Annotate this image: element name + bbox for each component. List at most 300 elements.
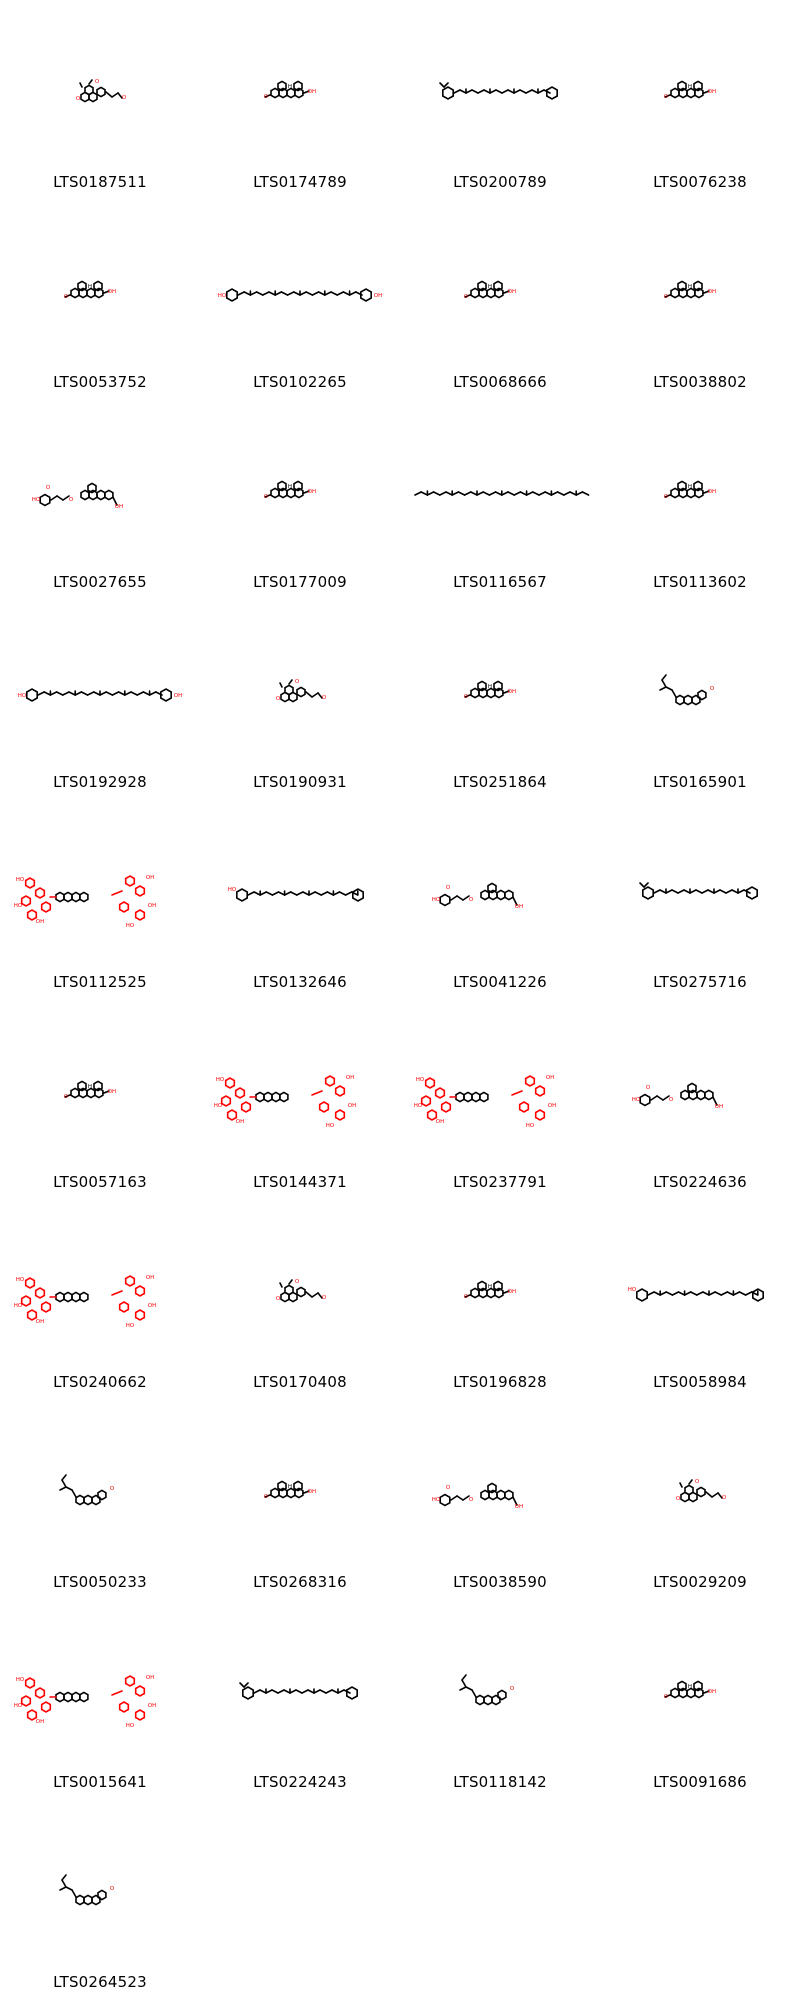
structure-group <box>276 1279 327 1302</box>
molecule-structure <box>600 435 800 545</box>
bond <box>72 1490 76 1497</box>
structure-group <box>264 481 316 500</box>
bond <box>720 890 726 893</box>
atom-label: HO <box>125 1723 135 1729</box>
bond <box>738 890 744 893</box>
molecule-id-label: LTS0268316 <box>253 1573 347 1591</box>
bond <box>62 1875 66 1880</box>
ring <box>497 1490 505 1499</box>
ring <box>76 1495 84 1504</box>
atom-label: OH <box>307 89 317 95</box>
molecule-structure <box>0 235 200 345</box>
ring <box>27 689 37 701</box>
structure-group <box>432 883 523 910</box>
molecule-id-label: LTS0068666 <box>453 373 547 391</box>
bond <box>326 1690 332 1693</box>
ring <box>64 1692 72 1701</box>
bond <box>312 693 318 697</box>
bond <box>703 1292 709 1295</box>
ring <box>226 1078 235 1088</box>
molecule-id-label: LTS0041226 <box>453 973 547 991</box>
bond <box>460 1687 466 1690</box>
molecule-structure <box>200 835 400 945</box>
atom-label: O <box>275 696 281 702</box>
bond <box>150 692 156 695</box>
bond <box>300 292 306 295</box>
molecule-structure <box>0 1435 200 1545</box>
bond <box>60 1887 66 1890</box>
atom-label: HO <box>431 1497 441 1503</box>
bond <box>545 492 551 495</box>
atom-label: O <box>663 494 669 500</box>
bond <box>532 90 538 93</box>
atom-label: OH <box>347 1103 357 1109</box>
molecule-structure <box>0 1635 200 1745</box>
atom-label: O <box>645 1085 651 1091</box>
bond <box>484 90 490 93</box>
molecule-id-label: LTS0057163 <box>53 1173 147 1191</box>
ring <box>98 1890 106 1899</box>
ring <box>326 1076 335 1086</box>
atom-label: H <box>487 1284 493 1290</box>
ring <box>81 490 89 499</box>
molecule-cell <box>400 600 600 800</box>
bond <box>672 890 678 893</box>
bond <box>60 1487 66 1490</box>
bond <box>415 492 421 495</box>
atom-label: OH <box>35 1319 45 1325</box>
bond <box>254 1690 260 1693</box>
bond <box>660 1292 666 1295</box>
ring <box>271 88 279 97</box>
bond <box>706 1492 712 1497</box>
atom-label: HO <box>15 1277 25 1283</box>
atom-label: HO <box>15 1677 25 1683</box>
ring <box>40 495 50 506</box>
bond <box>440 492 446 495</box>
atom-label: OH <box>145 1675 155 1681</box>
molecule-structure <box>0 35 200 145</box>
bond <box>297 892 303 895</box>
bond <box>564 492 570 495</box>
bond <box>57 692 63 695</box>
ring <box>671 88 679 97</box>
molecule-structure <box>400 235 600 345</box>
molecule-cell <box>0 400 200 600</box>
bond <box>514 492 520 495</box>
molecule-structure <box>600 1035 800 1145</box>
bond <box>327 892 333 895</box>
bond <box>50 692 56 695</box>
bond <box>440 83 444 87</box>
bond <box>576 492 582 495</box>
atom-label: HO <box>415 1077 425 1083</box>
atom-label: OH <box>345 1075 355 1081</box>
molecule-cell <box>0 800 200 1000</box>
bond <box>458 492 464 495</box>
bond <box>250 292 256 295</box>
molecule-id-label: LTS0177009 <box>253 573 347 591</box>
ring <box>681 1090 689 1099</box>
ring <box>271 488 279 497</box>
bond <box>112 1691 122 1695</box>
ring <box>480 1092 488 1101</box>
bond <box>279 892 285 895</box>
molecule-cell <box>400 1000 600 1200</box>
structure-group <box>60 1475 115 1505</box>
molecule-id-label: LTS0116567 <box>453 573 547 591</box>
molecule-id-label: LTS0275716 <box>653 973 747 991</box>
bond <box>721 1292 727 1295</box>
structure-group <box>664 281 716 300</box>
molecule-id-label: LTS0165901 <box>653 773 747 791</box>
bond <box>72 1890 76 1897</box>
bond <box>452 492 458 495</box>
structure-group <box>632 1083 723 1110</box>
bond <box>312 1293 318 1297</box>
bond <box>257 292 263 295</box>
atom-label: OH <box>107 1089 117 1095</box>
bond <box>640 883 644 887</box>
bond <box>62 1480 66 1487</box>
bond <box>143 692 149 695</box>
ring <box>697 1487 705 1496</box>
bond <box>466 90 472 93</box>
structure-group <box>214 1075 356 1129</box>
bond <box>466 1687 472 1690</box>
bond <box>38 692 44 695</box>
atom-label: H <box>687 84 693 90</box>
bond <box>702 890 708 893</box>
molecule-cell <box>200 800 400 1000</box>
molecule-structure <box>600 1635 800 1745</box>
bond <box>727 1292 733 1295</box>
bond <box>289 1280 292 1284</box>
bond <box>332 1690 338 1693</box>
atom-label: OH <box>114 504 124 510</box>
bond <box>582 492 588 495</box>
structure-group <box>660 675 715 705</box>
bond <box>112 1291 122 1295</box>
bond <box>684 890 690 893</box>
bond <box>63 692 69 695</box>
bond <box>62 1475 66 1480</box>
atom-label: O <box>675 1496 681 1502</box>
ring <box>497 890 505 899</box>
bond <box>512 1091 522 1095</box>
atom-label: O <box>509 1686 515 1692</box>
bond <box>451 1496 457 1500</box>
bond <box>451 896 457 900</box>
ring <box>471 688 479 697</box>
molecule-cell <box>0 1400 200 1600</box>
bond <box>689 1480 692 1484</box>
ring <box>97 87 105 96</box>
atom-label: OH <box>373 293 383 299</box>
molecule-cell <box>600 400 800 600</box>
atom-label: O <box>445 885 451 891</box>
ring <box>126 876 135 886</box>
bond <box>321 892 327 895</box>
ring <box>464 1092 472 1101</box>
molecule-id-label: LTS0144371 <box>253 1173 347 1191</box>
ring <box>242 1102 251 1112</box>
ring <box>505 890 513 899</box>
bond <box>462 1675 466 1680</box>
ring <box>285 685 293 694</box>
molecule-id-label: LTS0264523 <box>53 1973 147 1991</box>
ring <box>120 1302 129 1312</box>
bond <box>732 890 738 893</box>
atom-label: H <box>87 284 93 290</box>
molecule-id-label: LTS0058984 <box>653 1373 747 1391</box>
bond <box>654 890 660 893</box>
structure-group <box>264 1481 316 1500</box>
ring <box>436 1088 445 1098</box>
atom-label: O <box>721 1495 727 1501</box>
bond <box>662 680 666 687</box>
atom-label: O <box>294 679 300 685</box>
atom-label: OH <box>35 919 45 925</box>
ring <box>536 1086 545 1096</box>
bond <box>696 890 702 893</box>
ring <box>280 1092 288 1101</box>
atom-label: O <box>63 294 69 300</box>
bond <box>672 1292 678 1295</box>
bond <box>112 891 122 895</box>
atom-label: H <box>687 1684 693 1690</box>
bond <box>260 892 266 895</box>
ring <box>120 902 129 912</box>
molecule-cell <box>400 0 600 200</box>
bond <box>478 90 484 93</box>
bond <box>315 892 321 895</box>
molecule-id-label: LTS0038802 <box>653 373 747 391</box>
molecule-id-label: LTS0102265 <box>253 373 347 391</box>
molecule-cell <box>200 600 400 800</box>
bond <box>496 90 502 93</box>
ring <box>64 1292 72 1301</box>
structure-group <box>64 1081 116 1100</box>
bond <box>666 1292 672 1295</box>
ring <box>22 896 31 906</box>
atom-label: OH <box>707 289 717 295</box>
atom-label: HO <box>631 1097 641 1103</box>
bond <box>57 496 63 500</box>
molecule-cell <box>0 1000 200 1200</box>
ring <box>671 488 679 497</box>
molecule-id-label: LTS0190931 <box>253 773 347 791</box>
atom-label: OH <box>707 1689 717 1695</box>
molecule-structure <box>200 1035 400 1145</box>
bond <box>51 496 57 500</box>
ring <box>336 1110 345 1120</box>
molecule-structure <box>0 835 200 945</box>
ring <box>80 1692 88 1701</box>
atom-label: O <box>694 1479 700 1485</box>
ring <box>671 288 679 297</box>
atom-label: HO <box>17 693 27 699</box>
bond <box>333 892 339 895</box>
molecule-cell <box>600 1000 800 1200</box>
ring <box>85 85 93 94</box>
ring <box>472 1092 480 1101</box>
ring <box>256 1092 264 1101</box>
molecule-cell <box>0 0 200 200</box>
atom-label: O <box>468 1497 474 1503</box>
bond <box>269 292 275 295</box>
atom-label: HO <box>413 1103 423 1109</box>
bond <box>303 892 309 895</box>
bond <box>266 1690 272 1693</box>
bond <box>275 292 281 295</box>
bond <box>106 92 112 97</box>
molecule-structure <box>600 1435 800 1545</box>
ring <box>136 1710 145 1720</box>
atom-label: HO <box>13 1703 23 1709</box>
atom-label: OH <box>507 289 517 295</box>
ring <box>97 490 105 499</box>
ring <box>136 886 145 896</box>
molecule-structure <box>0 1235 200 1345</box>
molecule-cell <box>400 200 600 400</box>
bond <box>471 492 477 495</box>
bond <box>690 890 696 893</box>
atom-label: O <box>121 95 127 101</box>
bond <box>508 492 514 495</box>
molecule-structure <box>200 35 400 145</box>
bond <box>240 1683 244 1687</box>
molecule-cell <box>600 1600 800 1800</box>
atom-label: O <box>263 494 269 500</box>
ring <box>56 892 64 901</box>
structure-group <box>676 1479 727 1502</box>
bond <box>306 692 312 697</box>
molecule-structure <box>400 835 600 945</box>
atom-label: OH <box>514 904 524 910</box>
ring <box>481 1490 489 1499</box>
ring <box>526 1076 535 1086</box>
ring <box>36 888 45 898</box>
molecule-cell <box>600 0 800 200</box>
molecule-structure <box>400 35 600 145</box>
atom-label: HO <box>15 877 25 883</box>
bond <box>520 90 526 93</box>
bond <box>679 1292 685 1295</box>
ring <box>640 1095 650 1106</box>
molecule-cell <box>200 200 400 400</box>
bond <box>338 1690 344 1693</box>
bond <box>740 1292 746 1295</box>
molecule-cell <box>400 800 600 1000</box>
bond <box>254 892 260 895</box>
molecule-structure <box>400 435 600 545</box>
bond <box>460 90 466 93</box>
bond <box>244 292 250 295</box>
atom-label: O <box>663 94 669 100</box>
bond <box>427 492 433 495</box>
molecule-id-label: LTS0076238 <box>653 173 747 191</box>
bond <box>350 292 356 295</box>
bond <box>260 1690 266 1693</box>
ring <box>643 887 653 899</box>
ring <box>442 1102 451 1112</box>
ring <box>285 1285 293 1294</box>
atom-label: HO <box>31 497 41 503</box>
bond <box>62 1880 66 1887</box>
ring <box>98 1490 106 1499</box>
molecule-id-label: LTS0091686 <box>653 1773 747 1791</box>
atom-label: HO <box>525 1123 535 1129</box>
bond <box>272 892 278 895</box>
atom-label: O <box>263 94 269 100</box>
bond <box>457 1496 463 1500</box>
atom-label: O <box>321 1295 327 1301</box>
atom-label: OH <box>514 1504 524 1510</box>
ring <box>440 895 450 906</box>
ring <box>698 690 706 699</box>
molecule-cell <box>200 1400 400 1600</box>
ring <box>520 1102 529 1112</box>
atom-label: O <box>709 686 715 692</box>
structure-group <box>464 681 516 700</box>
bond <box>281 292 287 295</box>
atom-label: O <box>663 1694 669 1700</box>
structure-group <box>464 1281 516 1300</box>
ring <box>498 1690 506 1699</box>
bond <box>462 1680 466 1687</box>
molecule-cell <box>0 200 200 400</box>
structure-group <box>228 887 363 901</box>
atom-label: OH <box>147 903 157 909</box>
molecule-cell <box>200 1600 400 1800</box>
bond <box>660 687 666 690</box>
atom-label: OH <box>145 1275 155 1281</box>
ring <box>484 1695 492 1704</box>
bond <box>119 692 125 695</box>
molecule-cell <box>600 1400 800 1600</box>
atom-label: OH <box>707 89 717 95</box>
structure-group <box>414 1075 556 1129</box>
atom-label: H <box>287 1484 293 1490</box>
bond <box>244 1683 248 1687</box>
atom-label: H <box>687 484 693 490</box>
molecule-id-label: LTS0112525 <box>53 973 147 991</box>
molecule-structure <box>400 1635 600 1745</box>
structure-group <box>464 281 516 300</box>
ring <box>297 687 305 696</box>
atom-label: OH <box>35 1719 45 1725</box>
bond <box>280 683 282 687</box>
molecule-id-label: LTS0050233 <box>53 1573 147 1591</box>
bond <box>69 692 75 695</box>
atom-label: OH <box>714 1104 724 1110</box>
bond <box>648 1292 654 1295</box>
atom-label: HO <box>227 887 237 893</box>
bond <box>266 892 272 895</box>
molecule-cell <box>600 200 800 400</box>
structure-group <box>14 875 156 929</box>
bond <box>434 492 440 495</box>
ring <box>236 1088 245 1098</box>
bond <box>691 1292 697 1295</box>
bond <box>306 1292 312 1297</box>
bond <box>508 90 514 93</box>
structure-group <box>664 1681 716 1700</box>
atom-label: O <box>463 1294 469 1300</box>
molecule-structure <box>600 35 800 145</box>
ring <box>222 1096 231 1106</box>
